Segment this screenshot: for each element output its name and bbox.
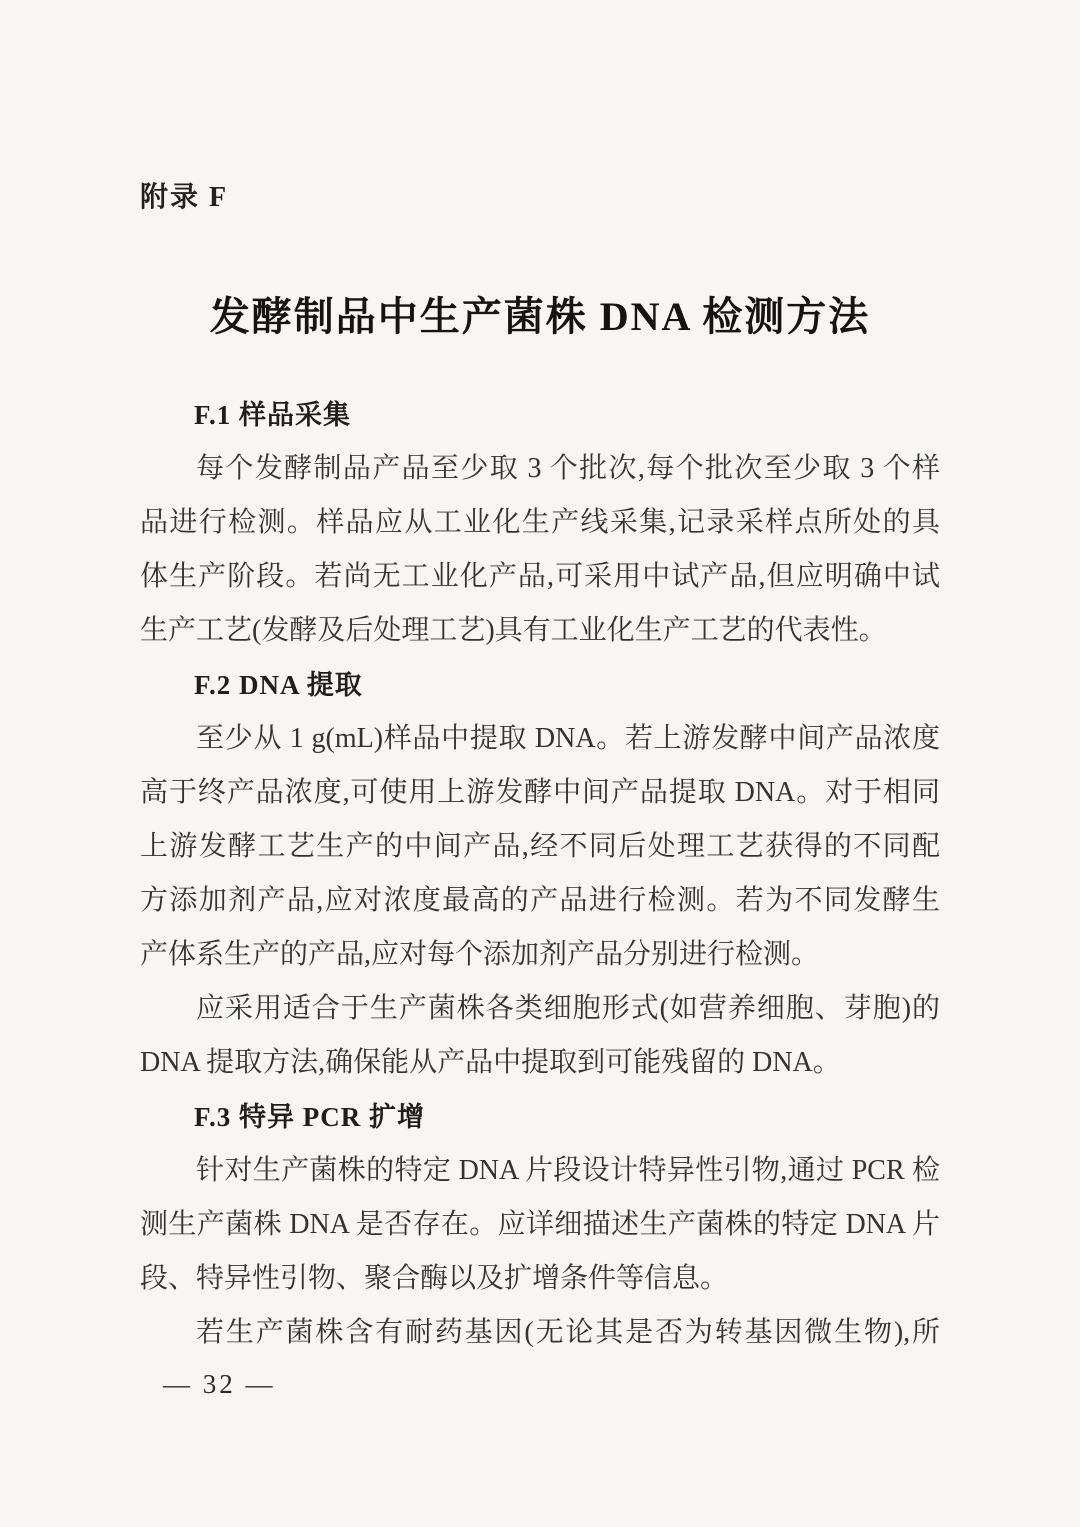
text-line: 高于终产品浓度,可使用上游发酵中间产品提取 DNA。对于相同 bbox=[140, 777, 940, 808]
text-line: 针对生产菌株的特定 DNA 片段设计特异性引物,通过 PCR 检 bbox=[196, 1155, 940, 1186]
text-line: DNA 提取方法,确保能从产品中提取到可能残留的 DNA。 bbox=[140, 1047, 841, 1078]
text-line: 上游发酵工艺生产的中间产品,经不同后处理工艺获得的不同配 bbox=[140, 831, 940, 862]
section-heading-f2: F.2 DNA 提取 bbox=[194, 670, 363, 700]
text-line: 品进行检测。样品应从工业化生产线采集,记录采样点所处的具 bbox=[140, 507, 940, 538]
text-line: 测生产菌株 DNA 是否存在。应详细描述生产菌株的特定 DNA 片 bbox=[140, 1209, 940, 1240]
section-heading-f3: F.3 特异 PCR 扩增 bbox=[194, 1102, 426, 1132]
text-line: 若生产菌株含有耐药基因(无论其是否为转基因微生物),所 bbox=[196, 1317, 940, 1348]
document-body bbox=[140, 388, 940, 1360]
paragraph bbox=[140, 712, 940, 982]
paragraph bbox=[140, 442, 940, 658]
text-line: 产体系生产的产品,应对每个添加剂产品分别进行检测。 bbox=[140, 939, 820, 970]
section-heading-f1: F.1 样品采集 bbox=[194, 400, 352, 430]
document-title: 发酵制品中生产菌株 DNA 检测方法 bbox=[209, 294, 871, 339]
text-line: 至少从 1 g(mL)样品中提取 DNA。若上游发酵中间产品浓度 bbox=[196, 723, 940, 754]
text-line: 每个发酵制品产品至少取 3 个批次,每个批次至少取 3 个样 bbox=[196, 453, 940, 484]
text-line: 应采用适合于生产菌株各类细胞形式(如营养细胞、芽胞)的 bbox=[196, 993, 940, 1024]
text-line: 段、特异性引物、聚合酶以及扩增条件等信息。 bbox=[140, 1263, 729, 1294]
text-line: 体生产阶段。若尚无工业化产品,可采用中试产品,但应明确中试 bbox=[140, 561, 940, 592]
text-line: 生产工艺(发酵及后处理工艺)具有工业化生产工艺的代表性。 bbox=[140, 615, 887, 646]
paragraph bbox=[140, 1306, 940, 1360]
appendix-label: 附录 F bbox=[140, 182, 229, 213]
text-line: 方添加剂产品,应对浓度最高的产品进行检测。若为不同发酵生 bbox=[140, 885, 940, 916]
paragraph bbox=[140, 982, 940, 1090]
paragraph bbox=[140, 1144, 940, 1306]
page-number: — 32 — bbox=[163, 1369, 276, 1399]
